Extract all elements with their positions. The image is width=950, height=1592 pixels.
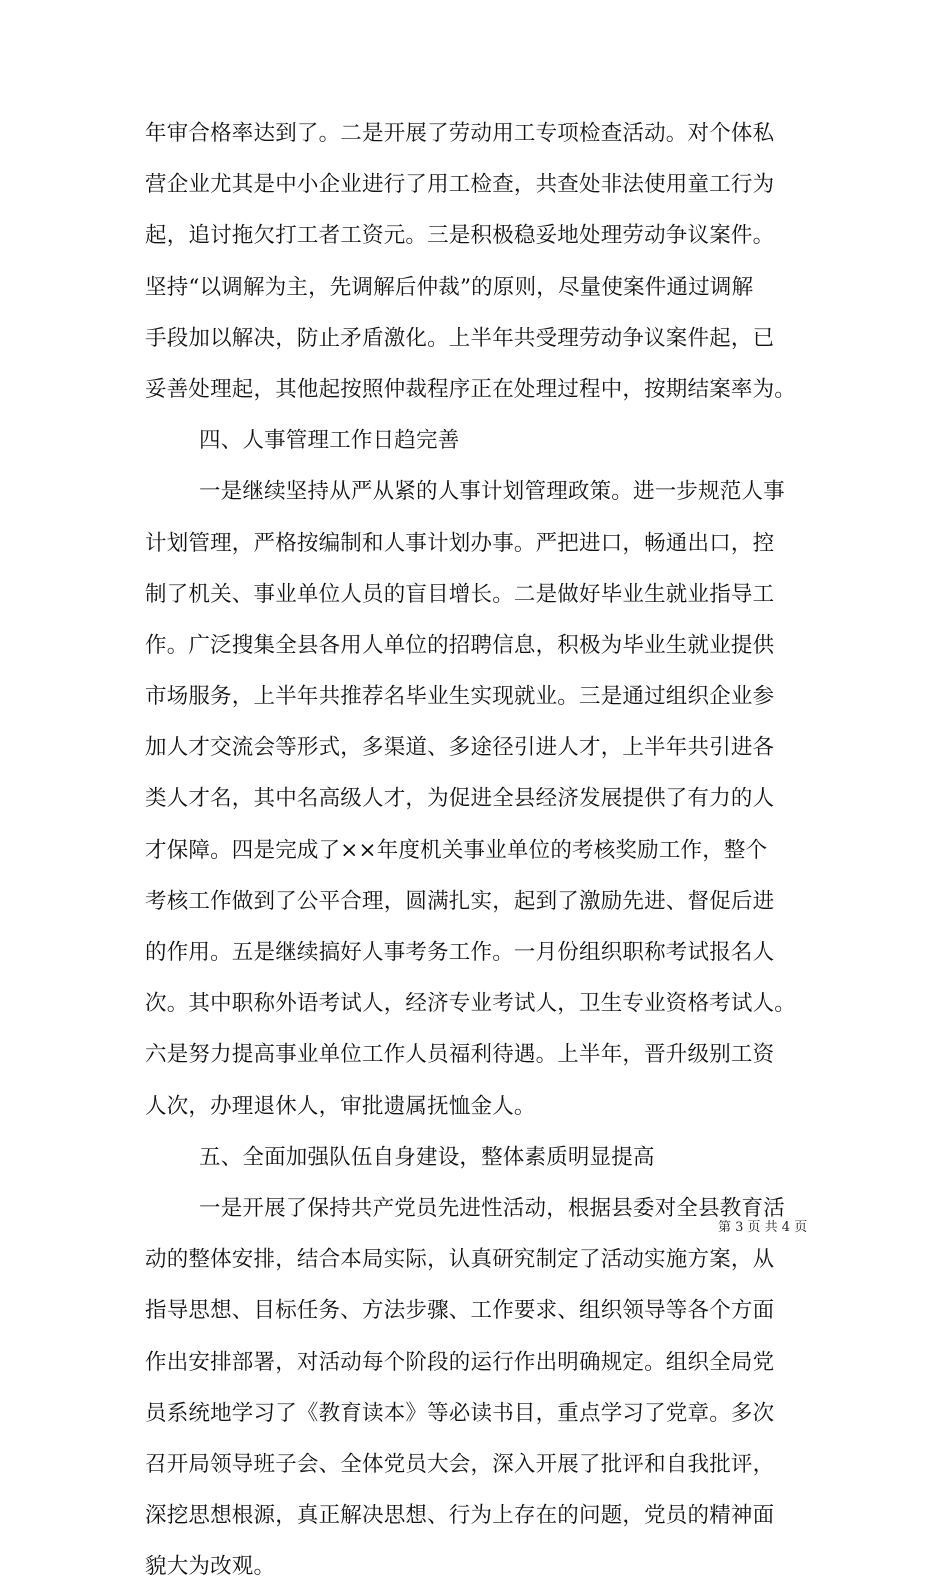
- text-line: 才保障。四是完成了××年度机关事业单位的考核奖励工作，整个: [145, 837, 768, 863]
- text-line: 营企业尤其是中小企业进行了用工检查，共查处非法使用童工行为: [145, 172, 775, 198]
- text-line: 人次，办理退休人，审批遗属抚恤金人。: [145, 1093, 536, 1119]
- paragraph-start-line: 四、人事管理工作日趋完善: [199, 428, 460, 454]
- text-line: 作出安排部署，对活动每个阶段的运行作出明确规定。组织全局党: [145, 1349, 775, 1375]
- text-line: 深挖思想根源，真正解决思想、行为上存在的问题，党员的精神面: [145, 1503, 775, 1529]
- text-line: 计划管理，严格按编制和人事计划办事。严把进口，畅通出口，控: [145, 530, 775, 556]
- text-line: 指导思想、目标任务、方法步骤、工作要求、组织领导等各个方面: [145, 1298, 775, 1324]
- text-line: 考核工作做到了公平合理，圆满扎实，起到了激励先进、督促后进: [145, 888, 775, 914]
- text-line: 坚持“以调解为主，先调解后仲裁”的原则，尽量使案件通过调解: [145, 274, 754, 300]
- text-line: 的作用。五是继续搞好人事考务工作。一月份组织职称考试报名人: [145, 940, 775, 965]
- text-line: 手段加以解决，防止矛盾激化。上半年共受理劳动争议案件起，已: [145, 325, 775, 351]
- paragraph-start-line: 一是继续坚持从严从紧的人事计划管理政策。进一步规范人事: [199, 479, 785, 505]
- text-line: 动的整体安排，结合本局实际，认真研究制定了活动实施方案，从: [145, 1247, 775, 1273]
- paragraph-start-line: 一是开展了保持共产党员先进性活动，根据县委对全县教育活: [199, 1195, 785, 1221]
- text-line: 貌大为改观。: [145, 1554, 276, 1580]
- text-line: 年审合格率达到了。二是开展了劳动用工专项检查活动。对个体私: [145, 121, 775, 146]
- text-line: 作。广泛搜集全县各用人单位的招聘信息，积极为毕业生就业提供: [145, 632, 775, 658]
- text-line: 加人才交流会等形式，多渠道、多途径引进人才，上半年共引进各: [145, 735, 775, 761]
- text-line: 市场服务，上半年共推荐名毕业生实现就业。三是通过组织企业参: [145, 684, 775, 710]
- text-line: 类人才名，其中名高级人才，为促进全县经济发展提供了有力的人: [145, 786, 775, 812]
- text-line: 六是努力提高事业单位工作人员福利待遇。上半年，晋升级别工资: [145, 1042, 775, 1068]
- text-line: 员系统地学习了《教育读本》等必读书目，重点学习了党章。多次: [145, 1400, 775, 1426]
- page-number-footer: 第 3 页 共 4 页: [718, 1220, 808, 1235]
- text-line: 召开局领导班子会、全体党员大会，深入开展了批评和自我批评，: [145, 1451, 775, 1477]
- text-line: 起，追讨拖欠打工者工资元。三是积极稳妥地处理劳动争议案件。: [145, 223, 775, 249]
- text-line: 次。其中职称外语考试人，经济专业考试人，卫生专业资格考试人。: [145, 991, 797, 1017]
- text-line: 制了机关、事业单位人员的盲目增长。二是做好毕业生就业指导工: [145, 581, 775, 607]
- body-text: [145, 108, 825, 1592]
- text-line: 妥善处理起，其他起按照仲裁程序正在处理过程中，按期结案率为。: [145, 376, 797, 402]
- paragraph-start-line: 五、全面加强队伍自身建设，整体素质明显提高: [199, 1144, 655, 1170]
